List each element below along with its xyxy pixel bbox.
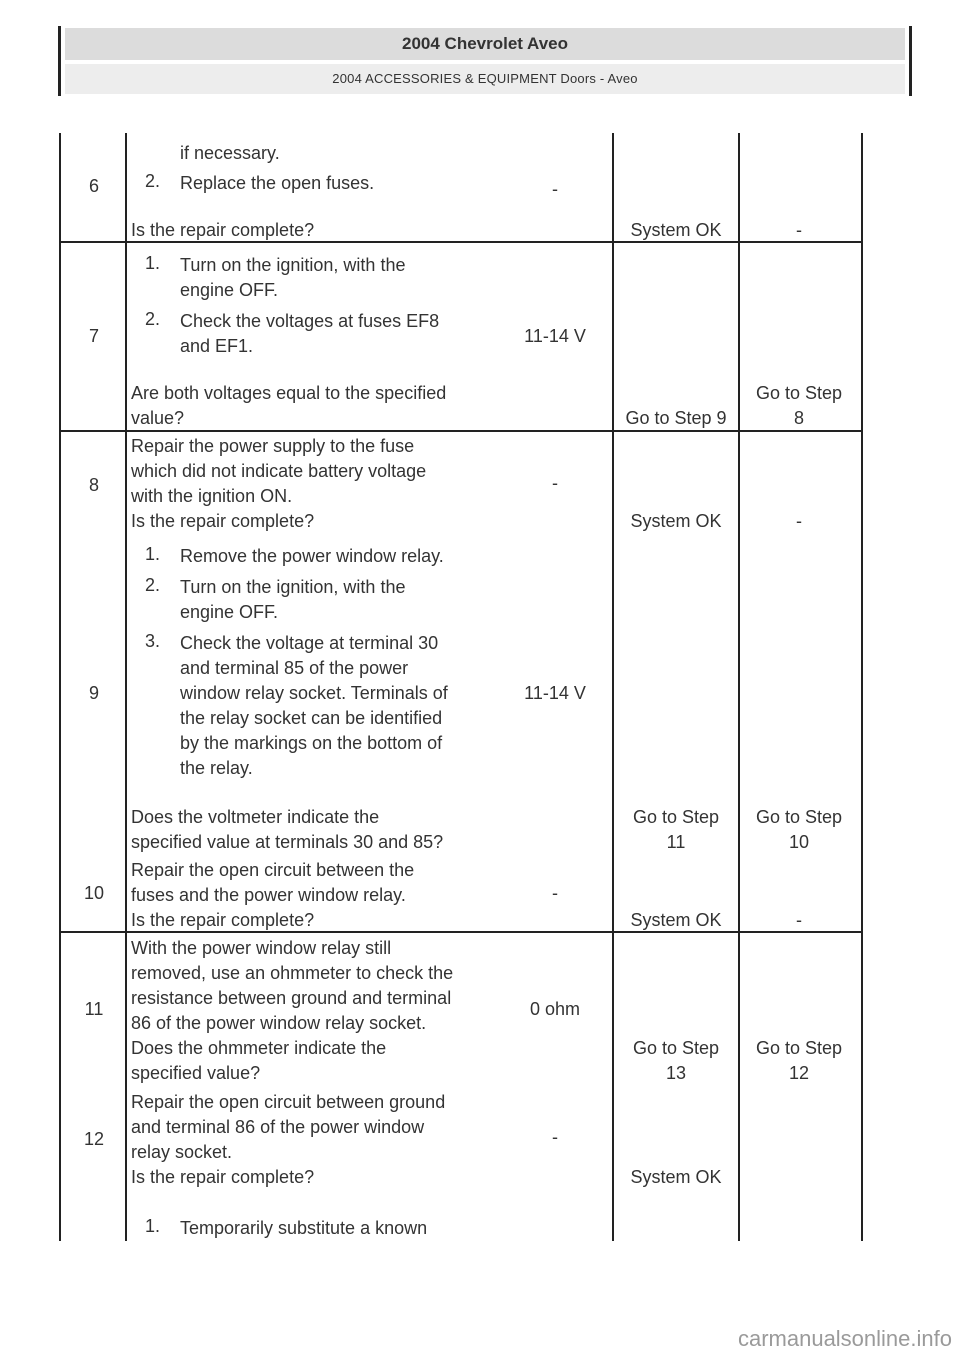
step-number: 11 bbox=[84, 999, 104, 1019]
yes-action: Go to Step bbox=[632, 1038, 720, 1058]
yes-action: System OK bbox=[630, 910, 722, 930]
yes-action: System OK bbox=[630, 1167, 722, 1187]
no-action: - bbox=[796, 910, 802, 930]
step-text: relay socket. bbox=[131, 1142, 233, 1162]
step-text: by the markings on the bottom of bbox=[180, 733, 443, 753]
step-question: Does the ohmmeter indicate the bbox=[131, 1038, 387, 1058]
yes-action: System OK bbox=[630, 220, 722, 240]
step-text: resistance between ground and terminal bbox=[131, 988, 452, 1008]
step-text: which did not indicate battery voltage bbox=[131, 461, 427, 481]
step-text: and EF1. bbox=[180, 336, 254, 356]
step-question: specified value at terminals 30 and 85? bbox=[131, 832, 444, 852]
step-question: Is the repair complete? bbox=[131, 910, 315, 930]
spec-value: - bbox=[552, 473, 558, 493]
item-number: 2. bbox=[144, 171, 160, 191]
no-action: Go to Step bbox=[755, 807, 843, 827]
step-text: Repair the open circuit between the bbox=[131, 860, 415, 880]
spec-value: - bbox=[552, 1127, 558, 1147]
step-text: Turn on the ignition, with the bbox=[180, 577, 406, 597]
step-text: with the ignition ON. bbox=[131, 486, 293, 506]
step-text: Turn on the ignition, with the bbox=[180, 255, 406, 275]
no-action: Go to Step bbox=[755, 1038, 843, 1058]
no-action: 8 bbox=[793, 408, 804, 428]
step-text: window relay socket. Terminals of bbox=[180, 683, 448, 703]
step-text: Check the voltage at terminal 30 bbox=[180, 633, 439, 653]
item-number: 1. bbox=[144, 1216, 160, 1236]
step-text: Check the voltages at fuses EF8 bbox=[180, 311, 440, 331]
step-number: 12 bbox=[83, 1129, 105, 1149]
spec-value: 11-14 V bbox=[524, 326, 586, 346]
step-text: Repair the power supply to the fuse bbox=[131, 436, 415, 456]
step-text: and terminal 85 of the power bbox=[180, 658, 409, 678]
step-question: specified value? bbox=[131, 1063, 261, 1083]
no-action: Go to Step bbox=[755, 383, 843, 403]
yes-action: 11 bbox=[666, 832, 686, 852]
no-action: 12 bbox=[788, 1063, 810, 1083]
spec-value: 11-14 V bbox=[524, 683, 586, 703]
no-action: - bbox=[796, 220, 802, 240]
step-text: Replace the open fuses. bbox=[180, 173, 375, 193]
step-number: 9 bbox=[88, 683, 99, 703]
step-text: if necessary. bbox=[180, 143, 280, 163]
spec-value: - bbox=[552, 179, 558, 199]
no-action: 10 bbox=[788, 832, 810, 852]
spec-value: - bbox=[552, 883, 558, 903]
item-number: 2. bbox=[144, 309, 160, 329]
step-number: 7 bbox=[88, 326, 99, 346]
manual-title: 2004 Chevrolet Aveo bbox=[65, 28, 905, 60]
step-text: engine OFF. bbox=[180, 280, 279, 300]
step-number: 8 bbox=[88, 475, 99, 495]
step-question: Does the voltmeter indicate the bbox=[131, 807, 380, 827]
watermark-text: carmanualsonline.info bbox=[737, 1326, 952, 1351]
item-number: 1. bbox=[144, 544, 160, 564]
step-question: Is the repair complete? bbox=[131, 1167, 315, 1187]
manual-subtitle: 2004 ACCESSORIES & EQUIPMENT Doors - Aveo bbox=[65, 64, 905, 94]
item-number: 3. bbox=[144, 631, 160, 651]
step-text: Temporarily substitute a known bbox=[180, 1218, 428, 1238]
step-text: 86 of the power window relay socket. bbox=[131, 1013, 427, 1033]
yes-action: 13 bbox=[665, 1063, 687, 1083]
page-header bbox=[58, 26, 912, 96]
step-question: Is the repair complete? bbox=[131, 511, 315, 531]
diagnostic-table bbox=[59, 133, 863, 1241]
step-text: the relay. bbox=[180, 758, 253, 778]
step-text: Remove the power window relay. bbox=[180, 546, 444, 566]
yes-action: System OK bbox=[630, 511, 722, 531]
step-text: removed, use an ohmmeter to check the bbox=[131, 963, 454, 983]
step-question: Are both voltages equal to the specified bbox=[131, 383, 447, 403]
step-question: value? bbox=[131, 408, 185, 428]
step-number: 10 bbox=[83, 883, 105, 903]
step-question: Is the repair complete? bbox=[131, 220, 315, 240]
no-action: - bbox=[796, 511, 802, 531]
step-text: the relay socket can be identified bbox=[180, 708, 443, 728]
item-number: 1. bbox=[144, 253, 160, 273]
item-number: 2. bbox=[144, 575, 160, 595]
step-text: and terminal 86 of the power window bbox=[131, 1117, 425, 1137]
step-text: Repair the open circuit between ground bbox=[131, 1092, 446, 1112]
yes-action: Go to Step bbox=[632, 807, 720, 827]
step-number: 6 bbox=[88, 176, 99, 196]
step-text: fuses and the power window relay. bbox=[131, 885, 406, 905]
yes-action: Go to Step 9 bbox=[625, 408, 727, 428]
spec-value: 0 ohm bbox=[529, 999, 581, 1019]
step-text: engine OFF. bbox=[180, 602, 279, 622]
step-text: With the power window relay still bbox=[131, 938, 392, 958]
